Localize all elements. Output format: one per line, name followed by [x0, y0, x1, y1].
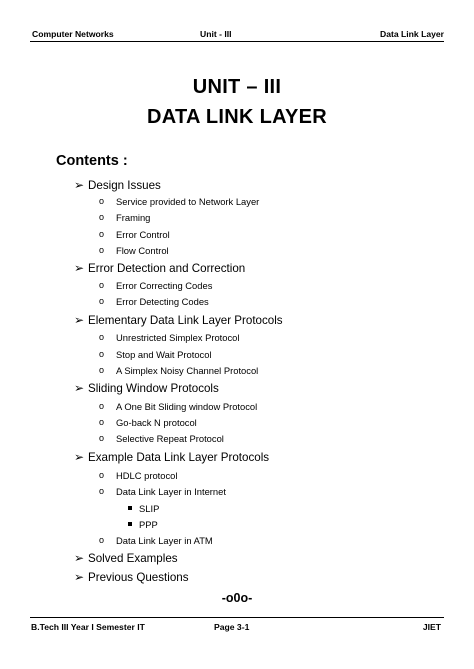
arrow-bullet-icon: ➢ — [74, 450, 85, 464]
item-label: Data Link Layer in ATM — [116, 535, 213, 546]
circle-bullet-icon: o — [99, 245, 105, 255]
arrow-bullet-icon: ➢ — [74, 261, 85, 275]
section-label: Elementary Data Link Layer Protocols — [88, 314, 283, 327]
square-bullet-icon — [128, 506, 132, 510]
circle-bullet-icon: o — [99, 349, 105, 359]
arrow-bullet-icon: ➢ — [74, 381, 85, 395]
page-number: Page 3-1 — [214, 622, 250, 632]
section-label: Design Issues — [88, 179, 161, 192]
section-label: Previous Questions — [88, 571, 189, 584]
circle-bullet-icon: o — [99, 535, 105, 545]
circle-bullet-icon: o — [99, 417, 105, 427]
section-label: Solved Examples — [88, 552, 178, 565]
circle-bullet-icon: o — [99, 229, 105, 239]
item-label: A One Bit Sliding window Protocol — [116, 401, 258, 412]
item-label: Selective Repeat Protocol — [116, 433, 224, 444]
circle-bullet-icon: o — [99, 196, 105, 206]
square-bullet-icon — [128, 522, 132, 526]
section-label: Sliding Window Protocols — [88, 382, 219, 395]
page-header — [32, 29, 444, 41]
item-label: HDLC protocol — [116, 470, 178, 481]
subitem-label: SLIP — [139, 503, 160, 514]
arrow-bullet-icon: ➢ — [74, 570, 85, 584]
chapter-title: DATA LINK LAYER — [146, 106, 328, 128]
item-label: Error Correcting Codes — [116, 280, 213, 291]
header-rule — [30, 41, 444, 42]
end-of-contents-mark: -o0o- — [221, 591, 253, 605]
footer-rule — [30, 617, 444, 618]
page-footer — [31, 622, 441, 634]
item-label: Error Control — [116, 229, 170, 240]
arrow-bullet-icon: ➢ — [74, 313, 85, 327]
section-label: Example Data Link Layer Protocols — [88, 451, 270, 464]
arrow-bullet-icon: ➢ — [74, 178, 85, 192]
item-label: Go-back N protocol — [116, 417, 197, 428]
section-label: Error Detection and Correction — [88, 262, 246, 275]
item-label: A Simplex Noisy Channel Protocol — [116, 365, 259, 376]
circle-bullet-icon: o — [99, 365, 105, 375]
circle-bullet-icon: o — [99, 486, 105, 496]
circle-bullet-icon: o — [99, 470, 105, 480]
header-unit: Unit - III — [200, 29, 232, 39]
footer-course: B.Tech III Year I Semester IT — [31, 622, 145, 632]
item-label: Data Link Layer in Internet — [116, 486, 226, 497]
circle-bullet-icon: o — [99, 433, 105, 443]
header-topic: Data Link Layer — [380, 29, 444, 39]
unit-title: UNIT – III — [192, 76, 282, 98]
item-label: Flow Control — [116, 245, 169, 256]
circle-bullet-icon: o — [99, 280, 105, 290]
circle-bullet-icon: o — [99, 401, 105, 411]
contents-heading: Contents : — [56, 153, 128, 169]
circle-bullet-icon: o — [99, 212, 105, 222]
arrow-bullet-icon: ➢ — [74, 551, 85, 565]
header-subject: Computer Networks — [32, 29, 114, 39]
circle-bullet-icon: o — [99, 332, 105, 342]
item-label: Service provided to Network Layer — [116, 196, 260, 207]
item-label: Stop and Wait Protocol — [116, 349, 212, 360]
item-label: Unrestricted Simplex Protocol — [116, 332, 240, 343]
item-label: Error Detecting Codes — [116, 296, 209, 307]
circle-bullet-icon: o — [99, 296, 105, 306]
item-label: Framing — [116, 212, 151, 223]
footer-institution: JIET — [422, 622, 441, 632]
subitem-label: PPP — [139, 519, 158, 530]
